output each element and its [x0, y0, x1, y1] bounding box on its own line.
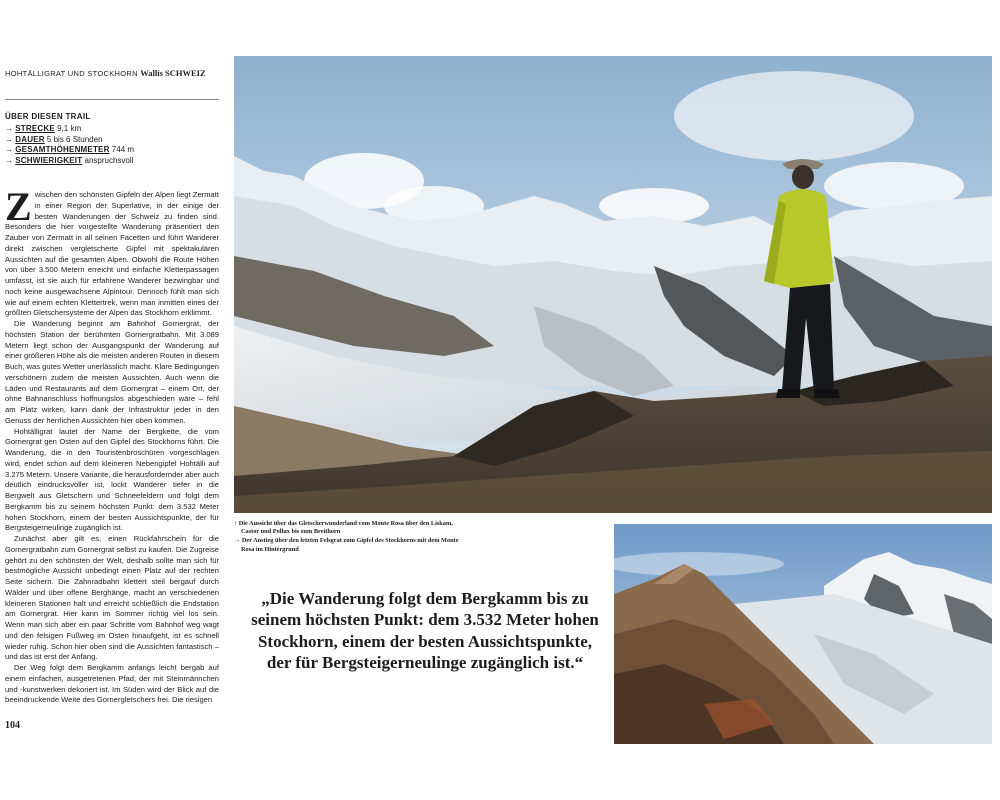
fact-key: SCHWIERIGKEIT [15, 155, 83, 165]
arrow-icon: → [5, 145, 13, 155]
fact-value: anspruchsvoll [84, 155, 134, 165]
page-number: 104 [5, 720, 20, 731]
photo-captions [234, 520, 464, 555]
fact-key: DAUER [15, 134, 45, 144]
caption-small-photo: → Der Anstieg über den letzten Felsgrat zum Gipfel des Stockhorns mit dem Monte Rosa im Hintergrund [234, 537, 459, 553]
paragraph-text: wischen den schönsten Gipfeln der Alpen liegt Zermatt in einer Region der Superlative, in der einige der besten Wanderungen der Schweiz zu finden sind. Besonders die hier vorgestellte Wanderung präsentiert den Zauber von Zermatt in all seinen Facetten und führt Wanderer direkt zwischen vergletscherte Gipfel mit spektakulären Aussichten auf die gesamten Alpen. Obwohl die Route Höhen von über 3.500 Metern erreicht und einfache Kletterpassagen umfasst, ist sie auch für erfahrene Wanderer bezwingbar und noch keine ausgewachsene Alpintour. Dennoch fühlt man sich wie auf einem echten Klettertrek, wenn man inmitten eines der größten Gletschersysteme der Alpen das Stockhorn erklimmt. [5, 190, 219, 318]
paragraph [5, 184, 219, 319]
trail-facts-list [5, 124, 134, 166]
arrow-icon: → [5, 155, 13, 165]
fact-row-elevation [5, 145, 134, 156]
running-header [5, 68, 220, 78]
main-photo-glacier-panorama [234, 56, 992, 513]
caption-main-photo: ↑ Die Aussicht über das Gletscherwunderland vom Monte Rosa über den Liskam, Castor und Pollux bis zum Breithorn [234, 520, 453, 536]
article-body [5, 184, 220, 706]
paragraph: Hohtälligrat lautet der Name der Bergkette, die vom Gornergrat gen Osten auf den Gipfel des Stockhorns führt. Die Wanderung, die in den Touristenbroschüren vorgeschlagen wird, endet schon auf dem kleineren Nebengipfel Hohtälli auf 3.275 Metern. Unsere Variante, die herausfordernder aber auch deutlich eindrucksvoller ist, lockt Wanderer tiefer in die Bergwelt aus Gletschern und Schneefeldern und folgt dem Bergkamm bis zu seinem höchsten Punkt: dem 3.532 Meter hohen Stockhorn, einem der besten Aussichtspunkte, der für Bergsteigerneulinge zugänglich ist. [5, 426, 219, 533]
fact-row-duration [5, 135, 134, 146]
small-photo-stockhorn-ridge [614, 524, 992, 744]
fact-row-distance [5, 124, 134, 135]
header-divider [5, 99, 219, 100]
header-route: HOHTÄLLIGRAT UND STOCKHORN [5, 69, 138, 78]
trail-box-title: ÜBER DIESEN TRAIL [5, 112, 91, 121]
pull-quote: „Die Wanderung folgt dem Bergkamm bis zu seinem höchsten Punkt: dem 3.532 Meter hohen Stockhorn, einem der besten Aussichtspunkte, der für Bergsteigerneulinge zugänglich ist.“ [251, 589, 599, 672]
paragraph: Die Wanderung beginnt am Bahnhof Gornergrat, der höchsten Station der berühmten Gornergratbahn. Mit 3.089 Metern liegt schon der Ausgangspunkt der Wanderung auf einer größeren Höhe als die meisten anderen Routen in diesem Buch, was gutes Wetter unerlässlich macht. Klare Bedingungen verschönern zudem die meisten Aussichten. Auch wenn die Läden und Restaurants auf dem Gornergrat – einem Ort, der ohne Bahnanschluss hoffnungslos abgeschieden wäre – fehl am Platz wirken, kann dank der Infrastruktur jeder in den Genuss der herrlichen Aussichten hier oben kommen. [5, 319, 220, 425]
drop-cap: Z [5, 184, 32, 229]
paragraph: Zunächst aber gilt es, einen Rückfahrschein für die Gornergratbahn zum Gornergrat selbst zu kaufen. Die Zugreise gehört zu den schönsten der Welt, deshalb sollte man sich für bestmögliche Aussicht unbedingt einen Platz auf der rechten Seite sichern. Die Zahnradbahn klettert steil bergauf durch Wälder und über offene Berghänge, macht an verschiedenen kleineren Stationen halt und erreicht schließlich die Endstation am Gornergrat. Hier kann im Sommer richtig viel los sein. Wenn man sich aber ein paar Schritte vom Bahnhof weg wagt und den felsigen Fußweg im Osten hinaufgeht, ist es schnell wieder ruhig. Schon hier oben sind die Aussichten fantastisch – und das ist erst der Anfang. [5, 534, 219, 662]
fact-value: 744 m [111, 145, 135, 155]
fact-key: STRECKE [15, 124, 55, 133]
arrow-icon: → [5, 124, 13, 133]
arrow-icon: → [5, 134, 13, 144]
fact-value: 5 bis 6 Stunden [46, 134, 103, 144]
header-location: Wallis SCHWEIZ [140, 68, 206, 78]
paragraph: Der Weg folgt dem Bergkamm anfangs leicht bergab auf einem einfachen, ausgetretenen Pfad, der mit Steinmännchen und -kunstwerken dekoriert ist. Im Süden wird der Blick auf die beeindruckende Weite des Gornergletschers frei. Die riesigen [5, 663, 219, 705]
fact-key: GESAMTHÖHENMETER [15, 145, 110, 155]
fact-row-difficulty [5, 156, 134, 167]
fact-value: 9,1 km [57, 124, 82, 133]
